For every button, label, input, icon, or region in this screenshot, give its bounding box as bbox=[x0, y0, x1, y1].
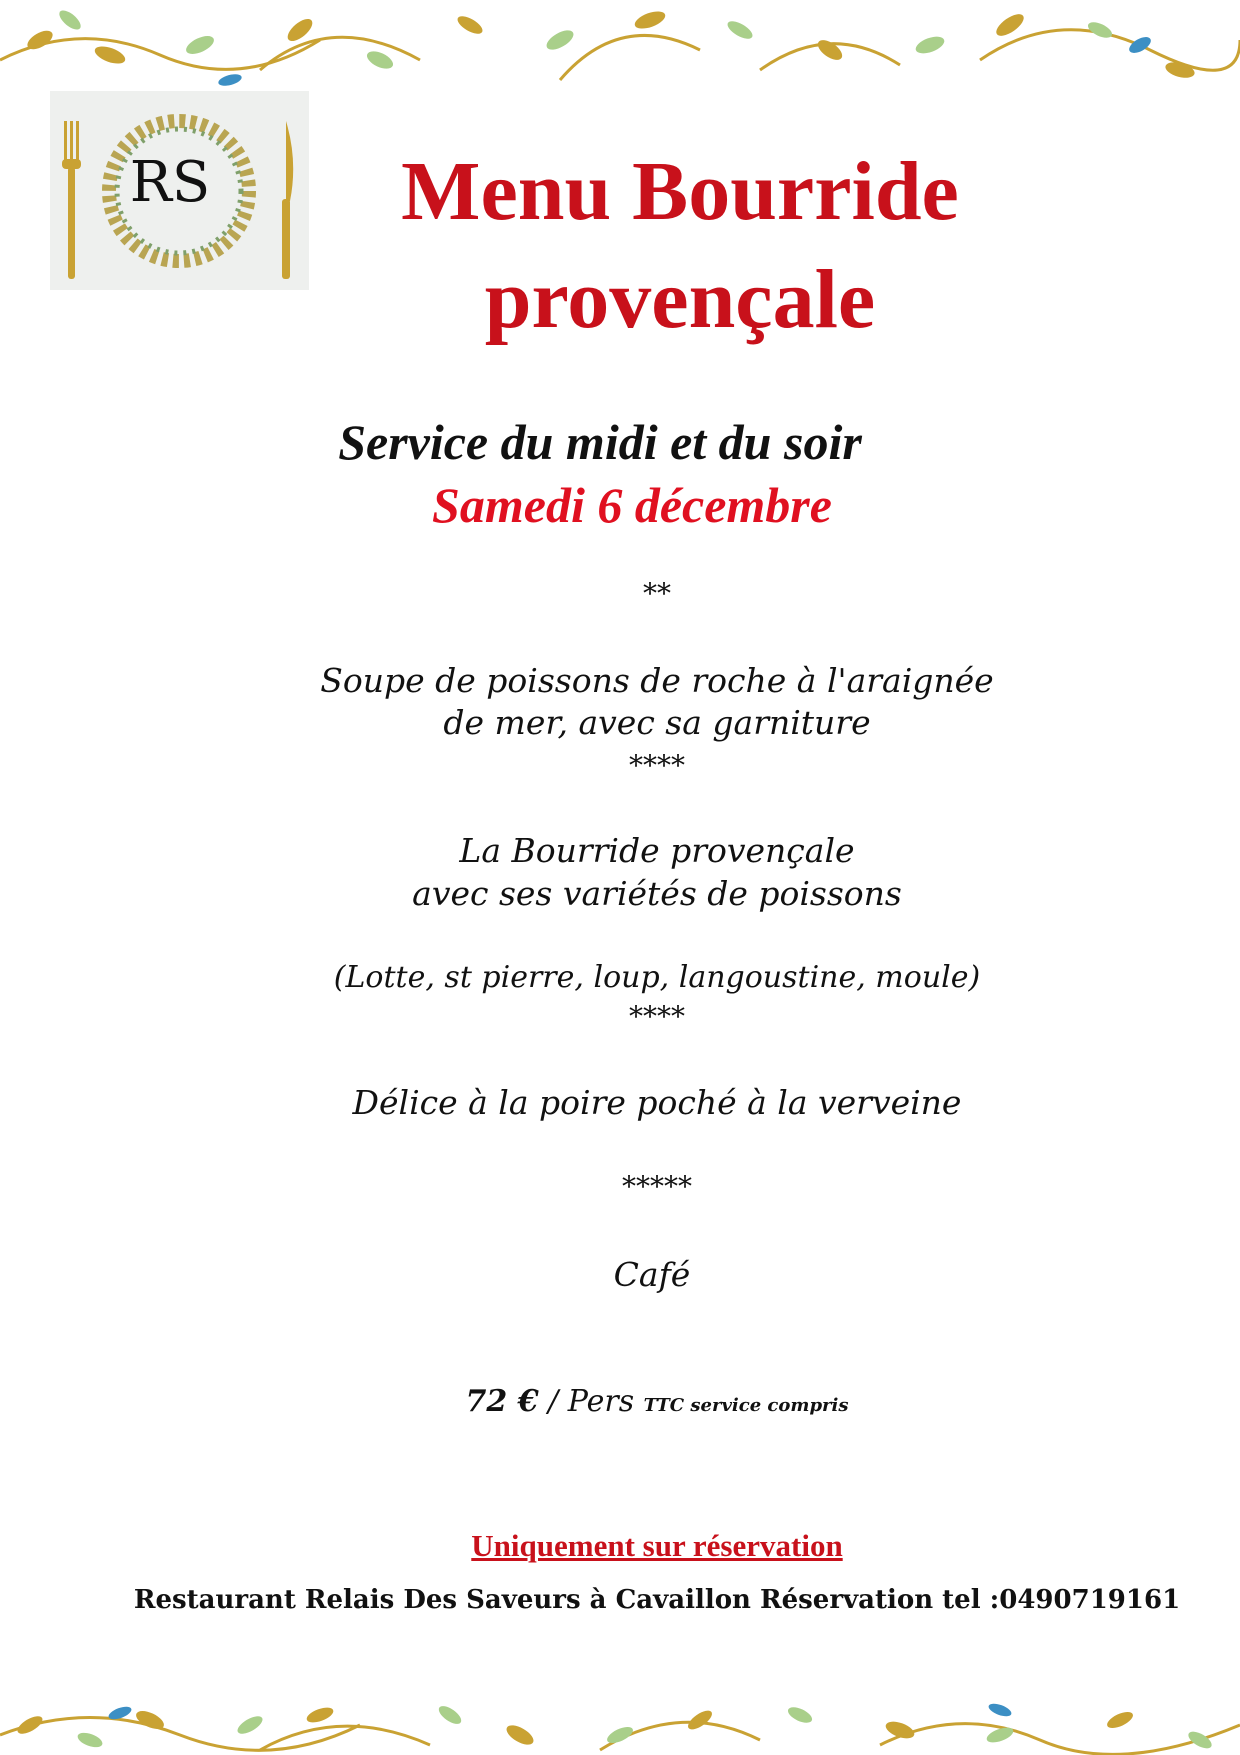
price-note: TTC service compris bbox=[643, 1395, 849, 1416]
floral-leaves-icon bbox=[0, 1695, 1240, 1755]
coffee: Café bbox=[613, 1255, 691, 1294]
menu-title-line1: Menu Bourride bbox=[401, 145, 959, 238]
service-label: Service du midi et du soir bbox=[338, 414, 862, 470]
price-line bbox=[37, 1384, 1240, 1419]
price-unit: / Pers bbox=[538, 1384, 644, 1419]
floral-border-bottom bbox=[0, 1695, 1240, 1755]
main-line2: avec ses variétés de poissons bbox=[412, 874, 902, 913]
price-amount: 72 € bbox=[465, 1384, 539, 1419]
floral-leaves-icon bbox=[0, 0, 1240, 90]
separator: **** bbox=[629, 749, 685, 782]
service-date: Samedi 6 décembre bbox=[432, 477, 832, 533]
restaurant-contact: Restaurant Relais Des Saveurs à Cavaillon Réservation tel :0490719161 bbox=[133, 1585, 1181, 1615]
separator: ***** bbox=[622, 1170, 692, 1203]
separator: **** bbox=[629, 1000, 685, 1033]
main-note: (Lotte, st pierre, loup, langoustine, moule) bbox=[333, 960, 981, 995]
main-line1: La Bourride provençale bbox=[459, 831, 855, 870]
dessert: Délice à la poire poché à la verveine bbox=[352, 1083, 962, 1122]
reservation-notice: Uniquement sur réservation bbox=[471, 1528, 843, 1563]
separator: ** bbox=[643, 577, 671, 610]
menu-title-line2: provençale bbox=[484, 253, 876, 346]
starter-line1: Soupe de poissons de roche à l'araignée bbox=[320, 661, 994, 700]
starter-line2: de mer, avec sa garniture bbox=[443, 703, 871, 742]
floral-border-top bbox=[0, 0, 1240, 90]
logo-monogram: RS bbox=[129, 150, 211, 215]
